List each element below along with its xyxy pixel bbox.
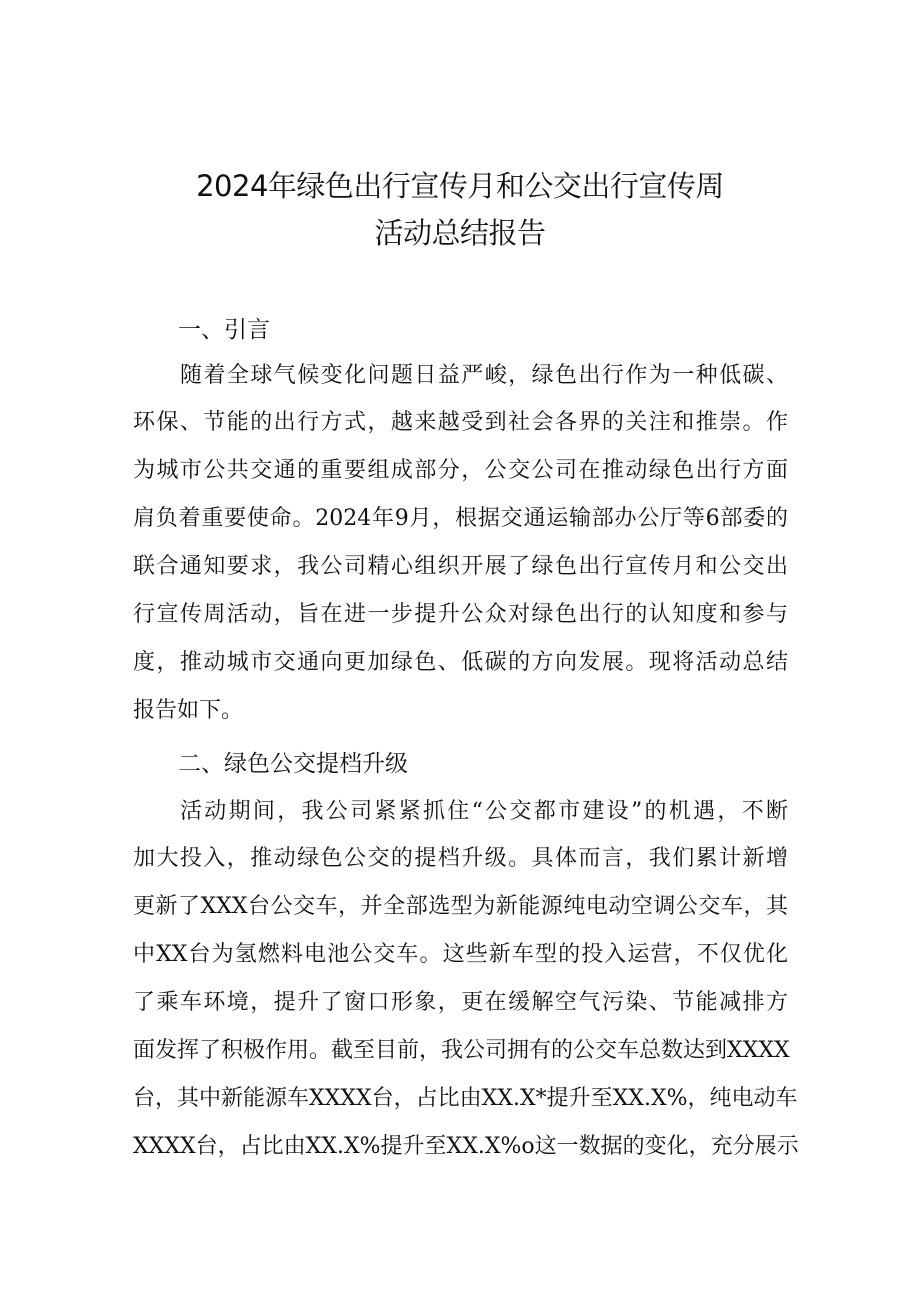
section-heading-green-bus-upgrade: 二、绿色公交提档升级: [178, 751, 408, 777]
paragraph-line: 环保、节能的出行方式，越来越受到社会各界的关注和推崇。作: [133, 410, 788, 435]
document-title-line-1: 2024年绿色出行宣传月和公交出行宣传周: [196, 169, 724, 203]
paragraph-line: 联合通知要求，我公司精心组织开展了绿色出行宣传月和公交出: [133, 554, 788, 579]
paragraph-line: 行宣传周活动，旨在进一步提升公众对绿色出行的认知度和参与: [133, 602, 788, 627]
document-title-line-2: 活动总结报告: [374, 216, 546, 250]
paragraph-line: 为城市公共交通的重要组成部分，公交公司在推动绿色出行方面: [133, 458, 788, 483]
section-heading-intro: 一、引言: [178, 317, 270, 343]
paragraph-line: 更新了XXX台公交车，并全部选型为新能源纯电动空调公交车，其: [133, 894, 788, 919]
paragraph-line: 度，推动城市交通向更加绿色、低碳的方向发展。现将活动总结: [133, 650, 788, 675]
paragraph-line: 中XX台为氢燃料电池公交车。这些新车型的投入运营，不仅优化: [133, 942, 788, 967]
paragraph-line: 报告如下。: [133, 698, 244, 723]
paragraph-line: 加大投入，推动绿色公交的提档升级。具体而言，我们累计新增: [133, 846, 788, 871]
paragraph-line: 活动期间，我公司紧紧抓住“公交都市建设”的机遇，不断: [180, 799, 788, 824]
paragraph-line: 肩负着重要使命。2024年9月，根据交通运输部办公厅等6部委的: [133, 506, 788, 531]
paragraph-line: 台，其中新能源车XXXX台，占比由XX.X*提升至XX.X%，纯电动车: [133, 1086, 798, 1111]
paragraph-line: 了乘车环境，提升了窗口形象，更在缓解空气污染、节能减排方: [133, 990, 788, 1015]
paragraph-line: 随着全球气候变化问题日益严峻，绿色出行作为一种低碳、: [180, 363, 788, 388]
paragraph-line: 面发挥了积极作用。截至目前，我公司拥有的公交车总数达到XXXX: [133, 1038, 790, 1063]
paragraph-line: XXXX台，占比由XX.X%提升至XX.X%o这一数据的变化，充分展示: [133, 1134, 799, 1159]
